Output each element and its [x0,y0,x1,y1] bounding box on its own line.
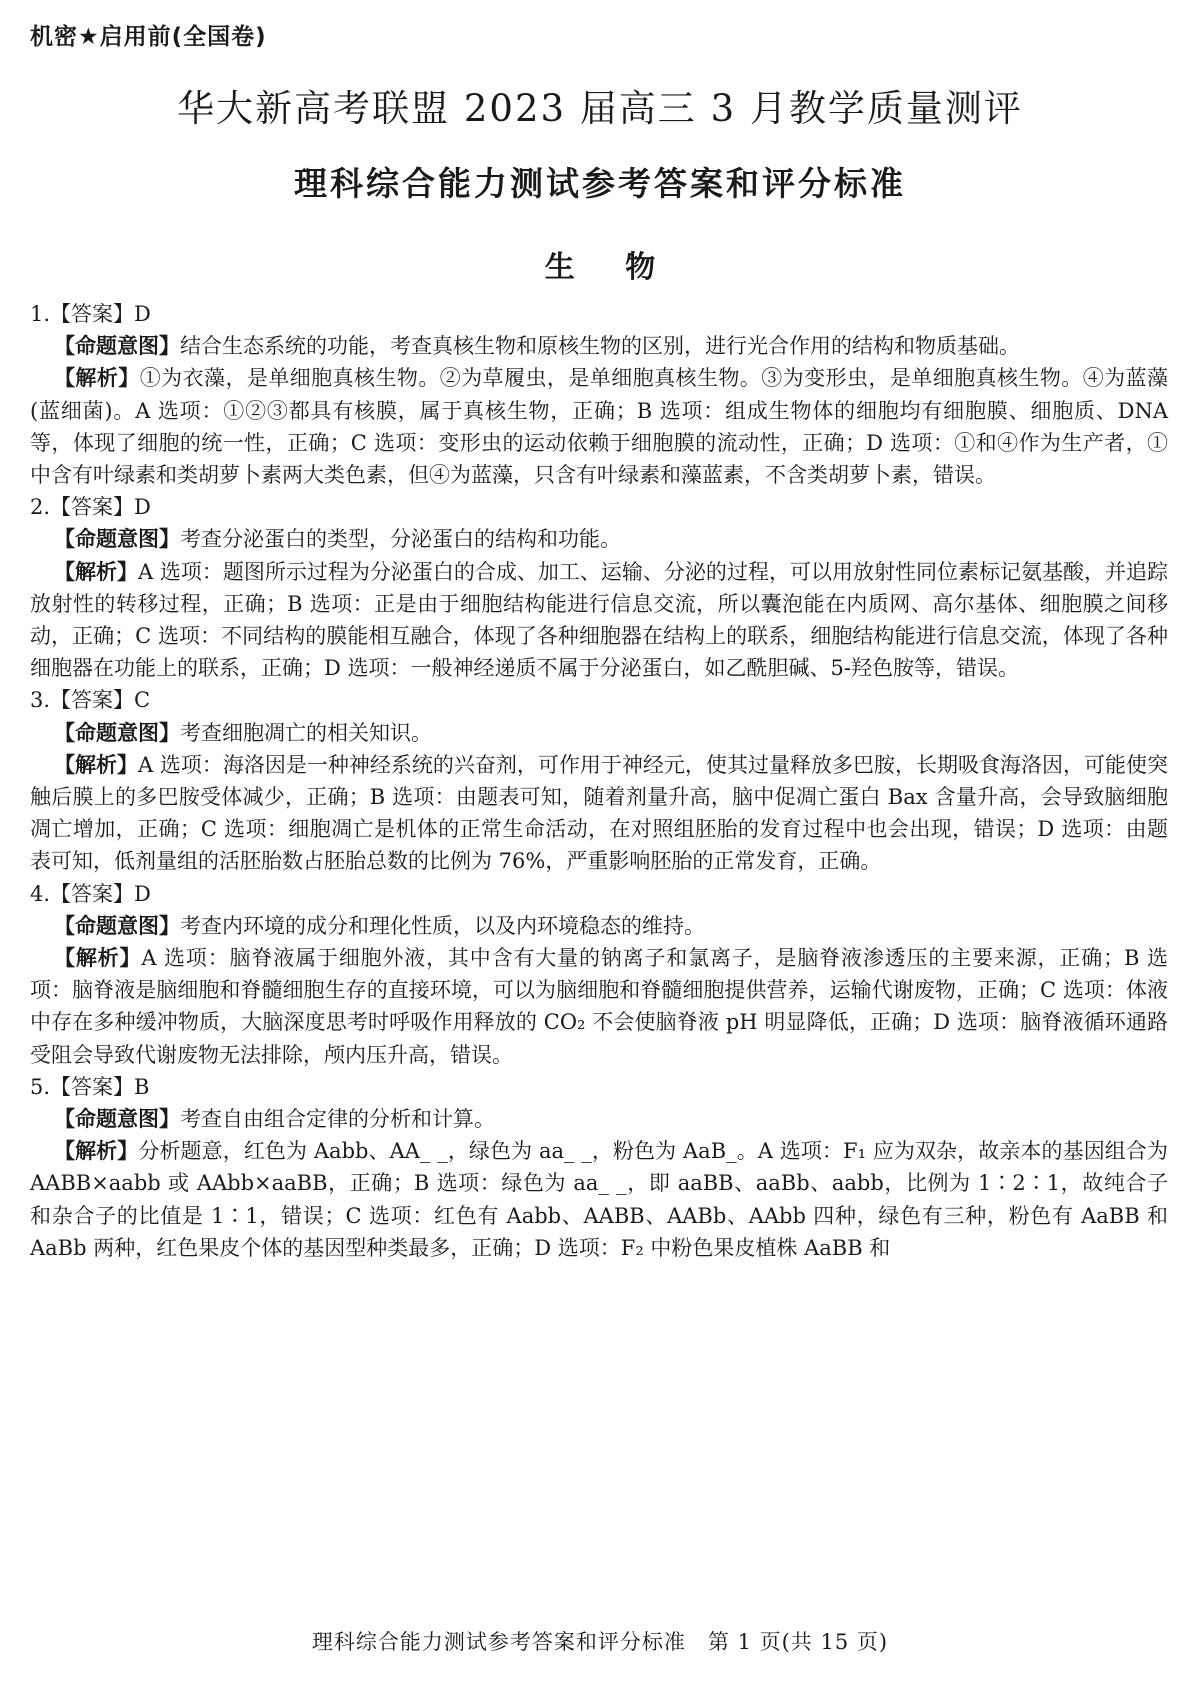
intent-text: 结合生态系统的功能，考查真核生物和原核生物的区别，进行光合作用的结构和物质基础。 [180,334,1020,359]
analysis-tag: 【解析】 [54,1138,139,1164]
answer-body [30,298,1168,1264]
intent-tag: 【命题意图】 [54,1106,180,1132]
answer-line: 1.【答案】D [30,302,151,326]
analysis-tag: 【解析】 [54,365,140,391]
analysis-text: A 选项：脑脊液属于细胞外液，其中含有大量的钠离子和氯离子，是脑脊液渗透压的主要来源，正确；B 选项：脑脊液是脑细胞和脊髓细胞生存的直接环境，可以为脑细胞和脊髓细胞提供营养，运输代谢废物，正确；C 选项：体液中存在多种缓冲物质，大脑深度思考时呼吸作用释放的 CO₂ 不会使脑脊液 pH 明显降低，正确；D 选项：脑脊液循环通路受阻会导致代谢废物无法排除，颅内压升高，错误。 [30,946,1168,1067]
question-block [30,878,1168,1071]
question-block [30,298,1168,491]
intent-text: 考查内环境的成分和理化性质，以及内环境稳态的维持。 [180,913,705,938]
intent-paragraph [30,330,1168,362]
intent-text: 考查分泌蛋白的类型，分泌蛋白的结构和功能。 [180,527,621,552]
question-block [30,491,1168,684]
confidential-label: 机密★启用前(全国卷) [30,24,267,50]
analysis-tag: 【解析】 [54,751,139,777]
intent-text: 考查自由组合定律的分析和计算。 [180,1107,495,1132]
intent-paragraph [30,910,1168,942]
analysis-tag: 【解析】 [54,558,139,584]
analysis-tag: 【解析】 [54,945,142,971]
intent-tag: 【命题意图】 [54,526,180,552]
analysis-paragraph [30,942,1168,1071]
question-block [30,684,1168,877]
answer-line: 2.【答案】D [30,495,151,520]
page-footer: 理科综合能力测试参考答案和评分标准 第 1 页(共 15 页) [311,1630,889,1654]
answer-line: 5.【答案】B [30,1074,150,1099]
intent-paragraph [30,523,1168,555]
analysis-paragraph [30,362,1168,491]
intent-tag: 【命题意图】 [54,333,180,359]
analysis-text: ①为衣藻，是单细胞真核生物。②为草履虫，是单细胞真核生物。③为变形虫，是单细胞真核生物。④为蓝藻(蓝细菌)。A 选项：①②③都具有核膜，属于真核生物，正确；B 选项：组成生物体的细胞均有细胞膜、细胞质、DNA 等，体现了细胞的统一性，正确；C 选项：变形虫的运动依赖于细胞膜的流动性，正确；D 选项：①和④作为生产者，①中含有叶绿素和类胡萝卜素两大类色素，但④为蓝藻，只含有叶绿素和藻蓝素，不含类胡萝卜素，错误。 [30,366,1169,488]
analysis-paragraph [30,1135,1168,1264]
question-block [30,1071,1168,1264]
intent-paragraph [30,717,1168,749]
intent-tag: 【命题意图】 [54,912,180,938]
answer-line: 3.【答案】C [30,688,151,713]
analysis-text: A 选项：海洛因是一种神经系统的兴奋剂，可作用于神经元，使其过量释放多巴胺，长期吸食海洛因，可能使突触后膜上的多巴胺受体减少，正确；B 选项：由题表可知，随着剂量升高，脑中促凋亡蛋白 Bax 含量升高，会导致脑细胞凋亡增加，正确；C 选项：细胞凋亡是机体的正常生命活动，在对照组胚胎的发育过程中也会出现，错误；D 选项：由题表可知，低剂量组的活胚胎数占胚胎总数的比例为 76%，严重影响胚胎的正常发育，正确。 [30,752,1168,874]
analysis-paragraph [30,556,1168,685]
answer-line: 4.【答案】D [30,881,151,906]
analysis-text: A 选项：题图所示过程为分泌蛋白的合成、加工、运输、分泌的过程，可以用放射性同位素标记氨基酸，并追踪放射性的转移过程，正确；B 选项：正是由于细胞结构能进行信息交流，所以囊泡能在内质网、高尔基体、细胞膜之间移动，正确；C 选项：不同结构的膜能相互融合，体现了各种细胞器在结构上的联系，细胞结构能进行信息交流，体现了各种细胞器在功能上的联系，正确；D 选项：一般神经递质不属于分泌蛋白，如乙酰胆碱、5-羟色胺等，错误。 [30,559,1168,681]
document-subtitle: 理科综合能力测试参考答案和评分标准 [294,164,906,203]
intent-paragraph [30,1103,1168,1135]
intent-tag: 【命题意图】 [54,719,180,745]
analysis-text: 分析题意，红色为 Aabb、AA_ _，绿色为 aa_ _，粉色为 AaB_。A 选项：F₁ 应为双杂，故亲本的基因组合为 AABB×aabb 或 AAbb×aaBB，正确；B 选项：绿色为 aa_ _，即 aaBB、aaBb、aabb，比例为 1∶2∶1，故纯合子和杂合子的比值是 1∶1，错误；C 选项：红色有 Aabb、AABB、AABb、AAbb 四种，绿色有三种，粉色有 AaBB 和 AaBb 两种，红色果皮个体的基因型种类最多，正确；D 选项：F₂ 中粉色果皮植株 AaBB 和 [30,1139,1168,1260]
exam-title: 华大新高考联盟 2023 届高三 3 月教学质量测评 [177,87,1023,130]
subject-heading: 生 物 [544,250,656,285]
analysis-paragraph [30,749,1168,878]
intent-text: 考查细胞凋亡的相关知识。 [180,720,432,745]
